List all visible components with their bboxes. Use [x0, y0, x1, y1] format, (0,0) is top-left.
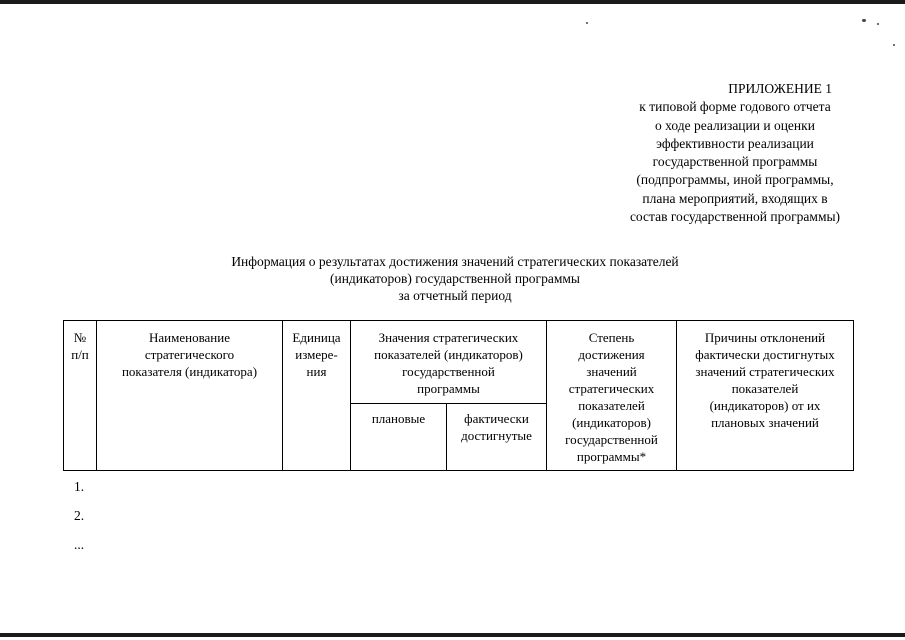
heading-line: Информация о результатах достижения значений стратегических показателей — [231, 254, 679, 269]
indicators-table — [63, 320, 854, 471]
heading-line: за отчетный период — [398, 288, 512, 303]
scan-speck — [586, 22, 588, 24]
document-heading — [150, 253, 760, 304]
header-line: (индикаторов) от их — [709, 398, 821, 413]
header-line: фактически — [464, 411, 529, 426]
header-line: Значения стратегических — [378, 330, 519, 345]
scan-border-bottom — [0, 633, 905, 637]
heading-line: (индикаторов) государственной программы — [329, 271, 580, 286]
appendix-line: государственной программы — [652, 154, 818, 170]
header-line: Наименование — [149, 330, 230, 345]
scan-border-top — [0, 0, 905, 4]
header-line: Единица — [292, 330, 341, 345]
header-line: достигнутые — [461, 428, 532, 443]
header-line: измере- — [295, 347, 338, 362]
header-line: показателя (индикатора) — [121, 364, 258, 379]
header-deviation-reasons — [677, 321, 854, 471]
header-actual — [447, 404, 547, 471]
appendix-line: эффективности реализации — [656, 135, 814, 151]
row-number: 1. — [74, 479, 85, 494]
header-indicator-values — [351, 321, 547, 404]
scan-speck — [877, 23, 879, 25]
scan-speck — [893, 44, 895, 46]
header-line: стратегических — [568, 381, 655, 396]
header-unit — [283, 321, 351, 471]
header-line: фактически достигнутых — [695, 347, 835, 362]
header-line: Степень — [588, 330, 635, 345]
header-line: плановых значений — [711, 415, 819, 430]
appendix-block — [600, 80, 870, 226]
scan-speck — [862, 19, 866, 22]
header-num — [64, 321, 97, 471]
header-line: № — [73, 330, 87, 345]
row-number: 2. — [74, 508, 85, 523]
appendix-line: состав государственной программы) — [629, 209, 841, 225]
header-line: показателей — [731, 381, 799, 396]
appendix-line: (подпрограммы, иной программы, — [636, 172, 834, 188]
header-indicator-name — [97, 321, 283, 471]
header-line: п/п — [71, 347, 89, 362]
header-line: Причины отклонений — [704, 330, 826, 345]
appendix-title: ПРИЛОЖЕНИЕ 1 — [728, 81, 832, 96]
header-line: значений — [586, 364, 637, 379]
header-line: стратегического — [144, 347, 235, 362]
header-line: показателей — [578, 398, 645, 413]
header-line: ния — [306, 364, 327, 379]
header-line: значений стратегических — [695, 364, 835, 379]
header-line: (индикаторов) — [572, 415, 651, 430]
appendix-line: плана мероприятий, входящих в — [642, 190, 828, 206]
header-line: государственной — [402, 364, 495, 379]
header-line: плановые — [371, 411, 426, 426]
appendix-line: к типовой форме годового отчета — [639, 99, 831, 115]
row-numbers — [74, 479, 84, 566]
header-line: показателей (индикаторов) — [374, 347, 523, 362]
header-line: программы* — [576, 449, 647, 464]
row-number: ... — [74, 537, 85, 552]
header-line: достижения — [578, 347, 645, 362]
header-line: программы — [417, 381, 480, 396]
header-line: государственной — [565, 432, 658, 447]
header-achievement-degree — [547, 321, 677, 471]
appendix-line: о ходе реализации и оценки — [655, 117, 815, 133]
header-planned — [351, 404, 447, 471]
